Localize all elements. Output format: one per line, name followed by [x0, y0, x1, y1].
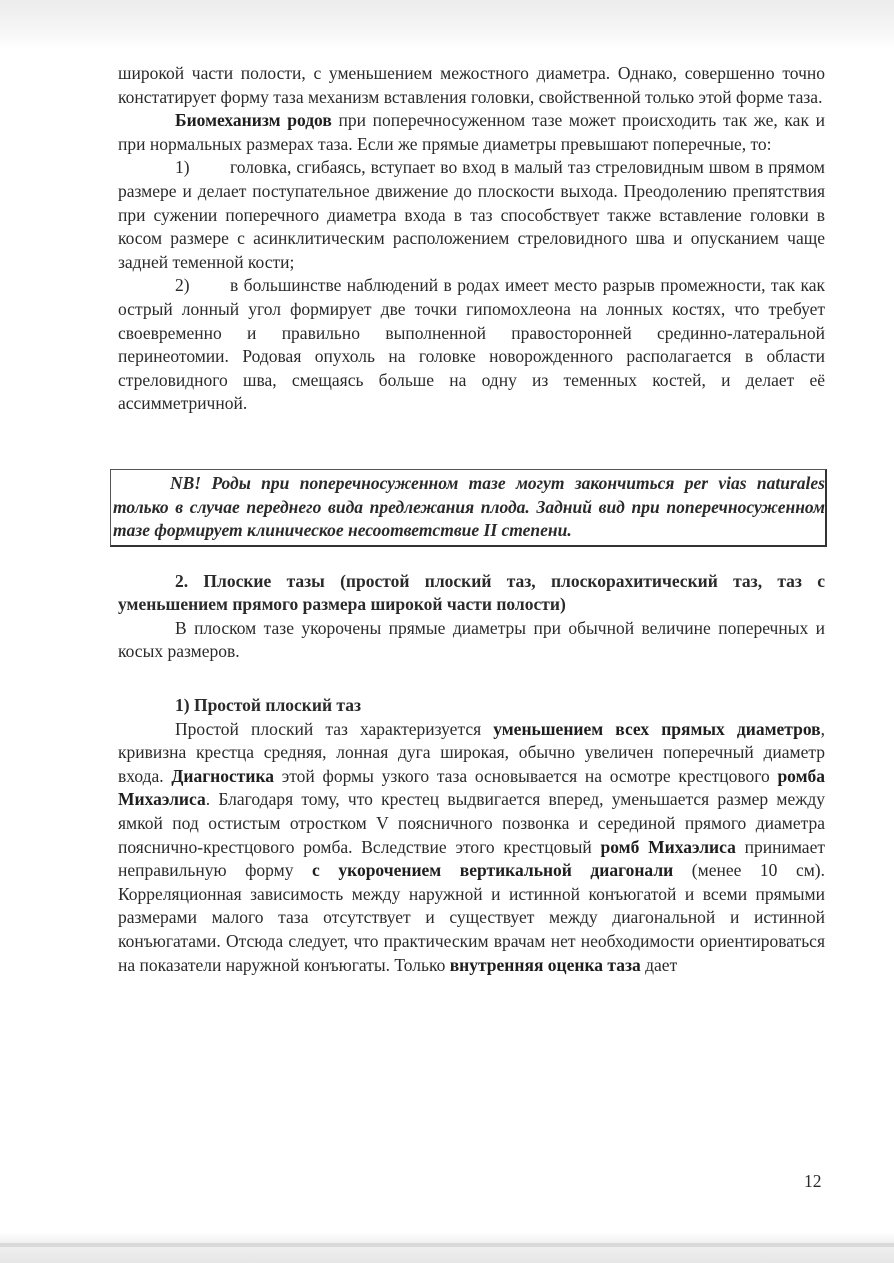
nb-callout-text: NB! Роды при поперечносуженном тазе могут закончиться per vias naturales только в случае переднего вида предлежания плода. Задний вид при поперечносуженном тазе формирует клиническое несоответствие II степени.: [113, 472, 825, 541]
list-item-1: [118, 156, 825, 274]
scan-edge-line: [0, 1243, 894, 1247]
text-run: дает: [640, 954, 678, 975]
paragraph-continuation: широкой части полости, с уменьшением межостного диаметра. Однако, совершенно точно констатирует форму таза механизм вставления головки, свойственной только этой форме таза.: [118, 63, 825, 107]
bold-term: Диагностика: [171, 765, 275, 786]
document-page: [113, 62, 826, 977]
list-number: 1): [175, 157, 190, 178]
text-run: принимает неправильную форму: [118, 836, 825, 881]
list-item-2: [118, 274, 825, 416]
list-item-text: головка, сгибаясь, вступает во вход в малый таз стреловидным швом в прямом размере и делает поступательное движение до плоскости выхода. Преодолению препятствия при сужении поперечного диаметра входа в таз способствует также вставление головки в косом размере с асинклитическим расположением стреловидного шва и опусканием чаще задней теменной кости;: [118, 157, 825, 272]
nb-callout-box: [110, 469, 827, 547]
text-run: (менее 10 см). Корреляционная зависимость между наружной и истинной конъюгатой и всеми прямыми размерами малого таза отсутствует и существует между диагональной и истинной конъюгатами. Отсюда следует, что практическим врачам нет необходимости ориентироваться на показатели наружной конъюгаты. Только: [118, 860, 825, 975]
paragraph-simple-flat-pelvis: [118, 718, 825, 978]
bold-term: ромба Михаэлиса: [118, 765, 826, 810]
page-number: 12: [804, 1171, 822, 1191]
section-intro: В плоском тазе укорочены прямые диаметры при обычной величине поперечных и косых размеров.: [118, 617, 825, 662]
bold-term: Биомеханизм родов: [175, 110, 332, 131]
subsection-heading: 1) Простой плоский таз: [175, 695, 362, 716]
text-run: этой формы узкого таза основывается на осмотре крестцового: [274, 765, 778, 786]
bold-term: ромб Михаэлиса: [600, 836, 736, 857]
section-heading: 2. Плоские тазы (простой плоский таз, плоскорахитический таз, таз с уменьшением прямого размера широкой части полости): [118, 570, 825, 615]
bold-term: с укорочением вертикальной диагонали: [312, 860, 674, 881]
list-item-text: в большинстве наблюдений в родах имеет место разрыв промежности, так как острый лонный угол формирует две точки гипомохлеона на лонных костях, что требует своевременно и правильно выполненной правосторонней срединно-латеральной перинеотомии. Родовая опухоль на головке новорожденного располагается в области стреловидного шва, смещаясь больше на одну из теменных костей, и делает её ассимметричной.: [118, 275, 825, 414]
paragraph-text: при поперечносуженном тазе может происходить так же, как и при нормальных размерах таза. Если же прямые диаметры превышают поперечные, то:: [118, 110, 825, 154]
text-run: , кривизна крестца средняя, лонная дуга широкая, обычно увеличен поперечный диаметр входа.: [118, 718, 825, 786]
scan-shadow-bottom: [0, 1232, 894, 1263]
bold-term: уменьшением всех прямых диаметров: [493, 718, 821, 739]
scan-shadow-top: [0, 0, 894, 50]
list-number: 2): [175, 275, 190, 296]
text-run: . Благодаря тому, что крестец выдвигается вперед, уменьшается размер между ямкой под остистым отростком V поясничного позвонка и серединой прямого диаметра пояснично-крестцового ромба. Вследствие этого крестцовый: [118, 789, 825, 857]
text-run: Простой плоский таз характеризуется: [175, 718, 494, 739]
paragraph-biomechanism: [118, 109, 825, 156]
bold-term: внутренняя оценка таза: [449, 954, 641, 975]
